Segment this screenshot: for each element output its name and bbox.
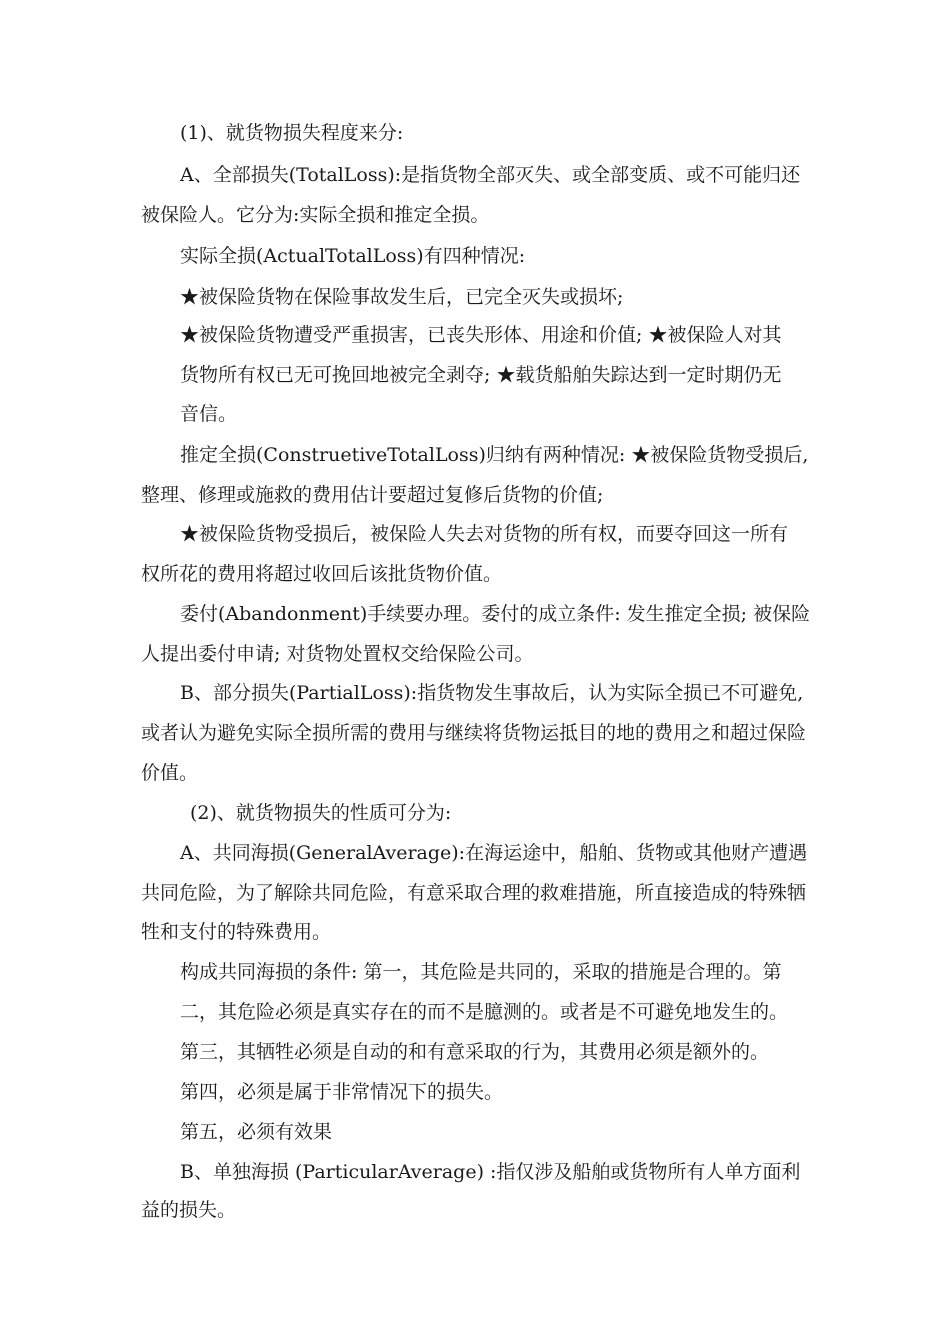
paragraph-line: A、全部损失(TotalLoss):是指货物全部灭失、或全部变质、或不可能归还 xyxy=(180,164,801,186)
paragraph-line: 构成共同海损的条件: 第一，其危险是共同的，采取的措施是合理的。第 xyxy=(180,961,782,983)
paragraph-line: 整理、修理或施救的费用估计要超过复修后货物的价值; xyxy=(141,484,604,506)
section-heading-loss-nature: (2)、就货物损失的性质可分为: xyxy=(190,802,452,824)
paragraph-line: 委付(Abandonment)手续要办理。委付的成立条件: 发生推定全损; 被保险 xyxy=(180,603,811,625)
paragraph-line: 价值。 xyxy=(141,762,199,784)
paragraph-line: 货物所有权已无可挽回地被完全剥夺; ★载货船舶失踪达到一定时期仍无 xyxy=(180,364,782,386)
paragraph-line: ★被保险货物在保险事故发生后，已完全灭失或损坏; xyxy=(180,286,624,308)
paragraph-line: 人提出委付申请; 对货物处置权交给保险公司。 xyxy=(141,643,534,665)
paragraph-line: 第四，必须是属于非常情况下的损失。 xyxy=(180,1081,504,1103)
paragraph-line: 权所花的费用将超过收回后该批货物价值。 xyxy=(141,563,503,585)
paragraph-line: 共同危险，为了解除共同危险，有意采取合理的救难措施，所直接造成的特殊牺 xyxy=(141,882,807,904)
paragraph-line: ★被保险货物遭受严重损害，已丧失形体、用途和价值; ★被保险人对其 xyxy=(180,324,782,346)
paragraph-line: 推定全损(ConstruetiveTotalLoss)归纳有两种情况: ★被保险货物受损后, xyxy=(180,444,809,466)
paragraph-line: 益的损失。 xyxy=(141,1199,237,1221)
paragraph-line: 或者认为避免实际全损所需的费用与继续将货物运抵目的地的费用之和超过保险 xyxy=(141,722,807,744)
paragraph-line: 牲和支付的特殊费用。 xyxy=(141,921,332,943)
paragraph-line: ★被保险货物受损后，被保险人失去对货物的所有权，而要夺回这一所有 xyxy=(180,523,789,545)
paragraph-line: 音信。 xyxy=(180,403,238,425)
paragraph-line: A、共同海损(GeneralAverage):在海运途中，船舶、货物或其他财产遭遇 xyxy=(180,842,808,864)
paragraph-line: 被保险人。它分为:实际全损和推定全损。 xyxy=(141,204,490,226)
paragraph-line: B、部分损失(PartialLoss):指货物发生事故后，认为实际全损已不可避免, xyxy=(180,682,804,704)
paragraph-line: 二，其危险必须是真实存在的而不是臆测的。或者是不可避免地发生的。 xyxy=(180,1001,789,1023)
paragraph-line: B、单独海损 (ParticularAverage) :指仅涉及船舶或货物所有人单方面利 xyxy=(180,1161,801,1183)
paragraph-line: 第五，必须有效果 xyxy=(180,1121,333,1143)
section-heading-loss-degree: (1)、就货物损失程度来分: xyxy=(180,122,404,144)
paragraph-line: 第三，其牺牲必须是自动的和有意采取的行为，其费用必须是额外的。 xyxy=(180,1041,770,1063)
paragraph-line: 实际全损(ActualTotalLoss)有四种情况: xyxy=(180,245,526,267)
